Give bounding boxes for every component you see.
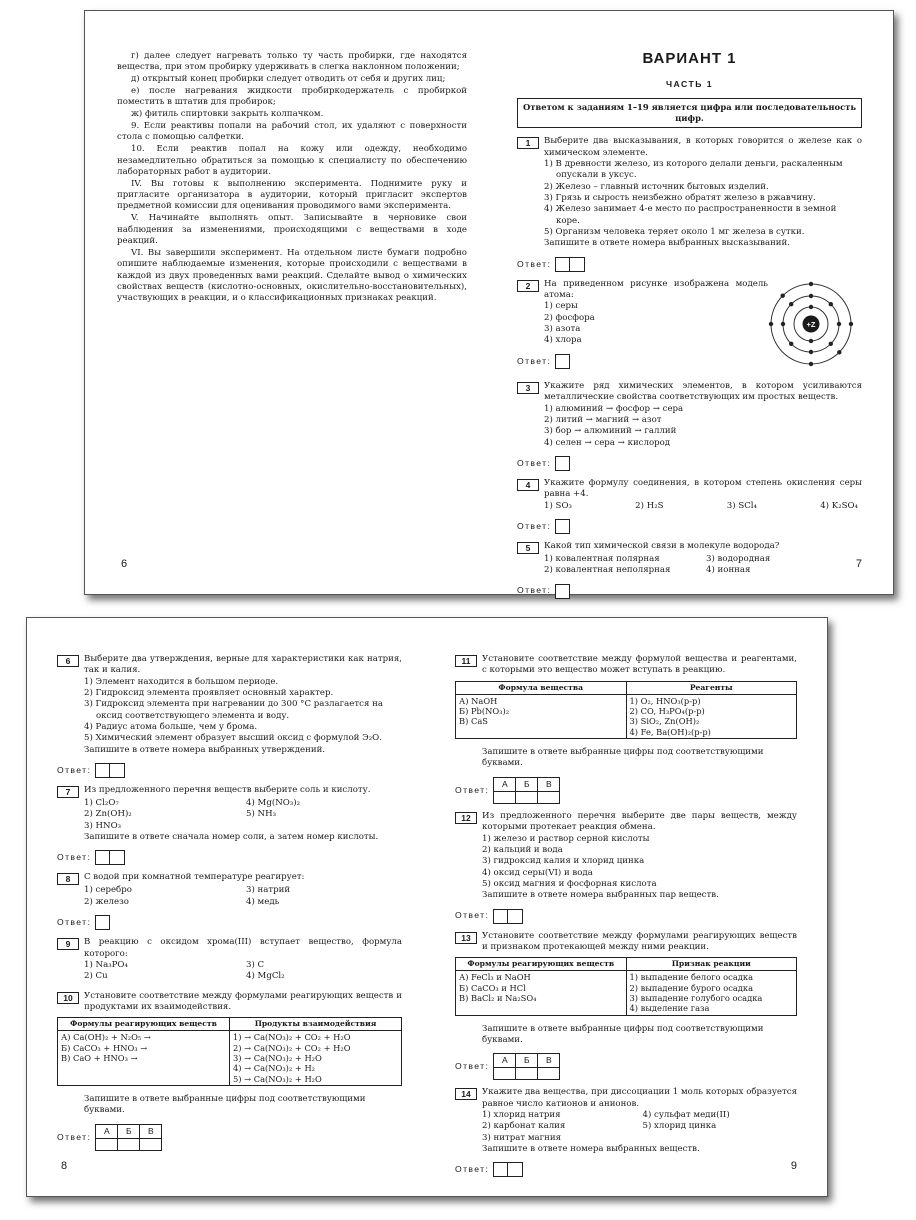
task-5: [517, 541, 862, 599]
task-question: Укажите ряд химических элементов, в котором усиливаются металлические свойства соответствующих им простых веществ.: [544, 380, 862, 403]
task-option: 4) Железо занимает 4-е место по распространенности в земной коре.: [544, 204, 837, 226]
matching-table: [455, 681, 797, 739]
answer-box[interactable]: [555, 257, 570, 272]
task-option: 1) ковалентная полярная: [544, 553, 660, 564]
task-option: 5) Химический элемент образует высший оксид с формулой Э₂О.: [84, 733, 382, 744]
task-8: [57, 872, 402, 930]
table-cell: А) NaOH: [459, 695, 498, 706]
answer-row: [517, 456, 862, 471]
task-number: 6: [57, 655, 79, 667]
task-option: 3) гидроксид калия и хлорид цинка: [482, 856, 645, 867]
answer-row: [57, 915, 402, 930]
answer-grid-letter: А: [494, 777, 516, 791]
answer-grid-letter: Б: [516, 777, 538, 791]
page-7: [517, 11, 862, 594]
answer-box[interactable]: [538, 1068, 560, 1080]
answer-box[interactable]: [570, 257, 585, 272]
table-cell: 2) выпадение бурого осадка: [629, 982, 754, 993]
matching-table: [57, 1017, 402, 1086]
task-option: 2) карбонат калия: [482, 1121, 566, 1132]
answer-box[interactable]: [493, 909, 508, 924]
answer-row: [455, 909, 797, 924]
task-option: 5) Организм человека теряет около 1 мг железа в сутки.: [544, 227, 805, 238]
answer-box[interactable]: [110, 850, 125, 865]
paragraph: е) после нагревания жидкости пробиркодержатель с пробиркой поместить в штатив для пробирок;: [117, 86, 467, 108]
answer-grid-letter: В: [538, 1054, 560, 1068]
answer-row: [57, 1124, 402, 1151]
answer-box[interactable]: [95, 850, 110, 865]
task-question: Установите соответствие между формулой вещества и реагентами, с которыми это вещество может вступать в реакцию.: [482, 654, 797, 676]
page-number: 6: [121, 558, 128, 571]
table-cell: 4) Fe, Ba(OH)₂(р-р): [629, 726, 711, 737]
task-question: Установите соответствие между формулами реагирующих веществ и признаком протекающей между ними реакции.: [482, 930, 797, 952]
table-cell: 3) выпадение голубого осадка: [629, 993, 763, 1003]
table-cell: 4) выделение газа: [629, 1003, 710, 1014]
task-11: [455, 654, 797, 804]
table-cell: В) BaCl₂ и Na₂SO₄: [459, 993, 537, 1003]
answer-box[interactable]: [118, 1138, 140, 1150]
paragraph: V. Начинайте выполнять опыт. Записывайте в черновике свои наблюдения за изменениями, происходящими с веществами в ходе реакций.: [117, 213, 467, 246]
task-option: 3) азота: [544, 324, 581, 335]
page-9: [455, 618, 797, 1196]
table-cell: А) FeCl₃ и NaOH: [459, 972, 531, 983]
table-cell: В) CaS: [459, 716, 488, 727]
task-1: [517, 136, 862, 271]
table-cell: 2) CO, H₃PO₄(р-р): [629, 706, 705, 717]
answer-label: Ответ:: [517, 258, 552, 269]
task-2: [517, 279, 862, 376]
table-header: Формулы реагирующих веществ: [456, 958, 627, 971]
task-option: 4) Mg(NO₃)₂: [246, 798, 301, 809]
answer-label: Ответ:: [57, 764, 92, 775]
answer-row: [517, 519, 862, 534]
page-number: 7: [855, 558, 862, 571]
table-cell: 1) выпадение белого осадка: [629, 972, 754, 983]
task-instruction: Запишите в ответе сначала номер соли, а затем номер кислоты.: [84, 832, 379, 843]
answer-grid: [95, 1124, 162, 1151]
paragraph: д) открытый конец пробирки следует отводить от себя и других лиц;: [131, 74, 446, 85]
task-question: На приведенном рисунке изображена модель атома:: [544, 278, 768, 301]
task-option: 4) сульфат меди(II): [642, 1110, 730, 1121]
task-option: 4) Радиус атома больше, чем у брома.: [84, 722, 258, 733]
task-option: 5) NH₃: [246, 809, 277, 820]
page-number: 9: [790, 1160, 797, 1173]
answer-label: Ответ:: [57, 1131, 92, 1142]
table-header: Формула вещества: [456, 681, 627, 694]
bottom-book-spread: [26, 617, 828, 1197]
task-option: [246, 821, 402, 832]
task-instruction: Запишите в ответе номера выбранных высказываний.: [544, 238, 790, 249]
task-option: 3) водородная: [706, 553, 771, 564]
paragraph: г) далее следует нагревать только ту часть пробирки, где находятся вещества, при этом пробирку удерживать в слегка наклонном положении;: [117, 51, 467, 73]
matching-table: [455, 957, 797, 1015]
answer-label: Ответ:: [517, 457, 552, 468]
answer-row: [455, 1162, 797, 1177]
task-number: 8: [57, 873, 79, 885]
task-number: 3: [517, 382, 539, 394]
task-option: 3) SCl₄: [726, 500, 757, 511]
task-question: Укажите два вещества, при диссоциации 1 моль которых образуется равное число катионов и анионов.: [482, 1087, 797, 1109]
task-6: [57, 654, 402, 778]
answer-label: Ответ:: [455, 1061, 490, 1072]
answer-box[interactable]: [516, 791, 538, 803]
table-header: Признак реакции: [626, 958, 797, 971]
task-instruction: Запишите в ответе номера выбранных утверждений.: [84, 744, 326, 755]
task-number: 2: [517, 280, 539, 292]
task-9: [57, 937, 402, 982]
paragraph: ж) фитиль спиртовки закрыть колпачком.: [131, 109, 324, 120]
answer-label: Ответ:: [57, 852, 92, 863]
answer-label: Ответ:: [517, 585, 552, 596]
answer-format-notice: Ответом к заданиям 1–19 является цифра или последовательность цифр.: [517, 98, 862, 128]
task-option: 4) ионная: [706, 565, 751, 576]
answer-row: [57, 850, 402, 865]
table-cell: 2) → Ca(NO₃)₂ + CO₂ + H₂O: [233, 1042, 351, 1053]
task-option: 4) K₂SO₄: [820, 500, 858, 511]
task-option: 2) Гидроксид элемента проявляет основный характер.: [84, 688, 334, 699]
answer-grid: [493, 1053, 560, 1080]
task-option: 4) медь: [246, 896, 280, 907]
task-option: 1) серебро: [84, 885, 132, 896]
table-cell: А) Ca(OH)₂ + N₂O₅ →: [61, 1032, 151, 1043]
nucleus-charge-label: +Z: [806, 319, 816, 329]
task-option: 1) Cl₂O₇: [84, 798, 119, 809]
task-option: 3) бор → алюминий → галлий: [544, 426, 677, 437]
answer-box[interactable]: [494, 791, 516, 803]
task-option: 2) Cu: [84, 971, 108, 982]
answer-label: Ответ:: [517, 520, 552, 531]
task-question: Выберите два высказывания, в которых говорится о железе как о химическом элементе.: [544, 136, 862, 158]
task-option: 2) литий → магний → азот: [544, 414, 662, 425]
answer-box[interactable]: [96, 1138, 118, 1150]
task-question: Какой тип химической связи в молекуле водорода?: [544, 540, 780, 551]
answer-grid-letter: В: [538, 777, 560, 791]
task-option: 4) хлора: [544, 335, 582, 346]
task-option: 5) хлорид цинка: [642, 1121, 717, 1132]
answer-box[interactable]: [493, 1162, 508, 1177]
table-cell: Б) CaCO₃ + HNO₃ →: [61, 1042, 148, 1053]
answer-label: Ответ:: [455, 1164, 490, 1175]
answer-box[interactable]: [516, 1068, 538, 1080]
task-option: 3) натрий: [246, 885, 291, 896]
task-question: В реакцию с оксидом хрома(III) вступает вещество, формула которого:: [84, 937, 402, 959]
task-option: 1) Элемент находится в большом периоде.: [84, 676, 279, 687]
answer-box[interactable]: [508, 909, 523, 924]
task-option: 2) ковалентная неполярная: [544, 565, 671, 576]
answer-box[interactable]: [95, 915, 110, 930]
answer-grid-letter: Б: [118, 1124, 140, 1138]
answer-label: Ответ:: [455, 784, 490, 795]
task-number: 13: [455, 932, 477, 944]
task-number: 9: [57, 938, 79, 950]
answer-box[interactable]: [555, 354, 570, 369]
answer-row: [455, 1053, 797, 1080]
answer-label: Ответ:: [57, 916, 92, 927]
answer-row: [57, 763, 402, 778]
paragraph: 9. Если реактивы попали на рабочий стол, их удаляют с поверхности стола с помощью салфетки.: [117, 121, 467, 143]
task-13: [455, 931, 797, 1081]
task-option: [643, 1133, 798, 1144]
task-option: 1) алюминий → фосфор → сера: [544, 403, 684, 414]
task-instruction: Запишите в ответе выбранные цифры под соответствующими буквами.: [84, 1094, 366, 1116]
table-header: Реагенты: [626, 681, 797, 694]
top-book-spread: [84, 10, 894, 595]
task-option: 1) В древности железо, из которого делали деньги, раскаленным опускали в уксус.: [544, 159, 843, 181]
task-option: 1) серы: [544, 301, 578, 312]
answer-box[interactable]: [95, 763, 110, 778]
part-title: ЧАСТЬ 1: [665, 78, 714, 89]
task-number: 11: [455, 655, 477, 667]
table-cell: 1) → Ca(NO₃)₂ + CO₂ + H₂O: [233, 1032, 351, 1043]
task-10: [57, 991, 402, 1151]
answer-label: Ответ:: [455, 910, 490, 921]
answer-box[interactable]: [508, 1162, 523, 1177]
answer-grid-letter: Б: [516, 1054, 538, 1068]
table-header: Продукты взаимодействия: [230, 1018, 402, 1031]
task-4: [517, 478, 862, 534]
task-number: 14: [455, 1088, 477, 1100]
task-option: 2) Zn(OH)₂: [84, 809, 132, 820]
task-option: 3) Гидроксид элемента при нагревании до 300 °С разлагается на оксид соответствующего элемента и воду.: [84, 699, 383, 721]
paragraph: VI. Вы завершили эксперимент. На отдельном листе бумаги подробно опишите наблюдаемые изменения, которые происходили с веществами в каждой из двух проведенных вами реакций. Сделайте вывод о химических свойствах веществ (кислотно-основных, окислительно-восстановительных), участвующих в реакции, и о классификационных признаках реакций.: [117, 247, 467, 304]
task-14: [455, 1087, 797, 1177]
table-cell: 3) SiO₂, Zn(OH)₂: [629, 716, 700, 727]
task-question: С водой при комнатной температуре реагирует:: [84, 872, 305, 883]
answer-box[interactable]: [538, 791, 560, 803]
table-header: Формулы реагирующих веществ: [58, 1018, 230, 1031]
task-number: 12: [455, 812, 477, 824]
task-option: 2) фосфора: [544, 312, 595, 323]
answer-row: [455, 777, 797, 804]
page-6: [117, 11, 467, 594]
task-option: 2) H₂S: [635, 500, 664, 511]
task-option: 3) C: [246, 959, 265, 970]
answer-box[interactable]: [555, 456, 570, 471]
answer-row: [517, 584, 862, 599]
task-12: [455, 811, 797, 924]
table-cell: Б) CaCO₃ и HCl: [459, 982, 526, 993]
task-option: 1) хлорид натрия: [482, 1110, 561, 1121]
paragraph: IV. Вы готовы к выполнению эксперимента. Поднимите руку и пригласите организатора в аудитории, который пригласит экспертов предметной комиссии для оценивания проводимого вами эксперимента.: [117, 178, 467, 212]
answer-box[interactable]: [555, 519, 570, 534]
task-instruction: Запишите в ответе выбранные цифры под соответствующими буквами.: [482, 1023, 764, 1046]
paragraph: 10. Если реактив попал на кожу или одежду, необходимо незамедлительно обратиться за помощью к специалисту по обеспечению лабораторных работ в аудитории.: [117, 144, 467, 177]
task-question: Из предложенного перечня выберите две пары веществ, между которыми протекает реакция обмена.: [482, 810, 797, 833]
page-8: [57, 618, 402, 1196]
task-number: 4: [517, 479, 539, 491]
atom-model-diagram: [768, 281, 854, 367]
task-instruction: Запишите в ответе номера выбранных веществ.: [482, 1144, 700, 1155]
task-7: [57, 785, 402, 865]
task-question: Выберите два утверждения, верные для характеристики как натрия, так и калия.: [84, 654, 402, 676]
task-option: 4) MgCl₂: [246, 971, 285, 982]
task-option: 4) оксид серы(VI) и вода: [482, 867, 593, 878]
task-option: 2) Железо – главный источник бытовых изделий.: [544, 181, 769, 192]
task-option: 1) железо и раствор серной кислоты: [482, 833, 650, 844]
answer-box[interactable]: [555, 584, 570, 599]
task-3: [517, 381, 862, 471]
variant-title: ВАРИАНТ 1: [642, 50, 737, 67]
task-number: 10: [57, 992, 79, 1004]
task-number: 7: [57, 786, 79, 798]
answer-box[interactable]: [110, 763, 125, 778]
task-question: Установите соответствие между формулами реагирующих веществ и продуктами их взаимодействия.: [84, 990, 402, 1012]
task-number: 5: [517, 542, 539, 554]
task-option: 2) кальций и вода: [482, 844, 563, 855]
page-number: 8: [61, 1160, 68, 1173]
table-cell: В) CaO + HNO₃ →: [61, 1052, 138, 1063]
task-instruction: Запишите в ответе выбранные цифры под соответствующими буквами.: [482, 747, 764, 769]
task-option: 1) SO₃: [544, 500, 572, 511]
task-option: 3) Грязь и сырость неизбежно обратят железо в ржавчину.: [544, 193, 816, 204]
task-option: 5) оксид магния и фосфорная кислота: [482, 878, 657, 889]
task-instruction: Запишите в ответе номера выбранных пар веществ.: [482, 890, 719, 901]
answer-grid-letter: А: [494, 1054, 516, 1068]
table-cell: 4) → Ca(NO₃)₂ + H₂: [233, 1063, 316, 1074]
answer-row: [517, 354, 768, 369]
table-cell: 1) O₂, HNO₃(р-р): [629, 695, 701, 706]
answer-grid-letter: В: [140, 1124, 162, 1138]
table-cell: Б) Pb(NO₃)₂: [459, 706, 510, 717]
answer-label: Ответ:: [517, 355, 552, 366]
answer-box[interactable]: [140, 1138, 162, 1150]
task-option: 3) нитрат магния: [482, 1132, 562, 1143]
task-option: 3) HNO₃: [84, 820, 122, 831]
task-question: Укажите формулу соединения, в котором степень окисления серы равна +4.: [544, 477, 862, 500]
task-option: 2) железо: [84, 896, 129, 907]
answer-grid: [493, 777, 560, 804]
task-option: 4) селен → сера → кислород: [544, 437, 671, 448]
answer-box[interactable]: [494, 1068, 516, 1080]
answer-grid-letter: А: [96, 1124, 118, 1138]
table-cell: 3) → Ca(NO₃)₂ + H₂O: [233, 1052, 322, 1063]
task-question: Из предложенного перечня веществ выберите соль и кислоту.: [84, 785, 371, 796]
answer-row: [517, 257, 862, 272]
task-option: 1) Na₃PO₄: [84, 959, 128, 970]
table-cell: 5) → Ca(NO₃)₂ + H₂O: [233, 1073, 322, 1084]
task-number: 1: [517, 137, 539, 149]
